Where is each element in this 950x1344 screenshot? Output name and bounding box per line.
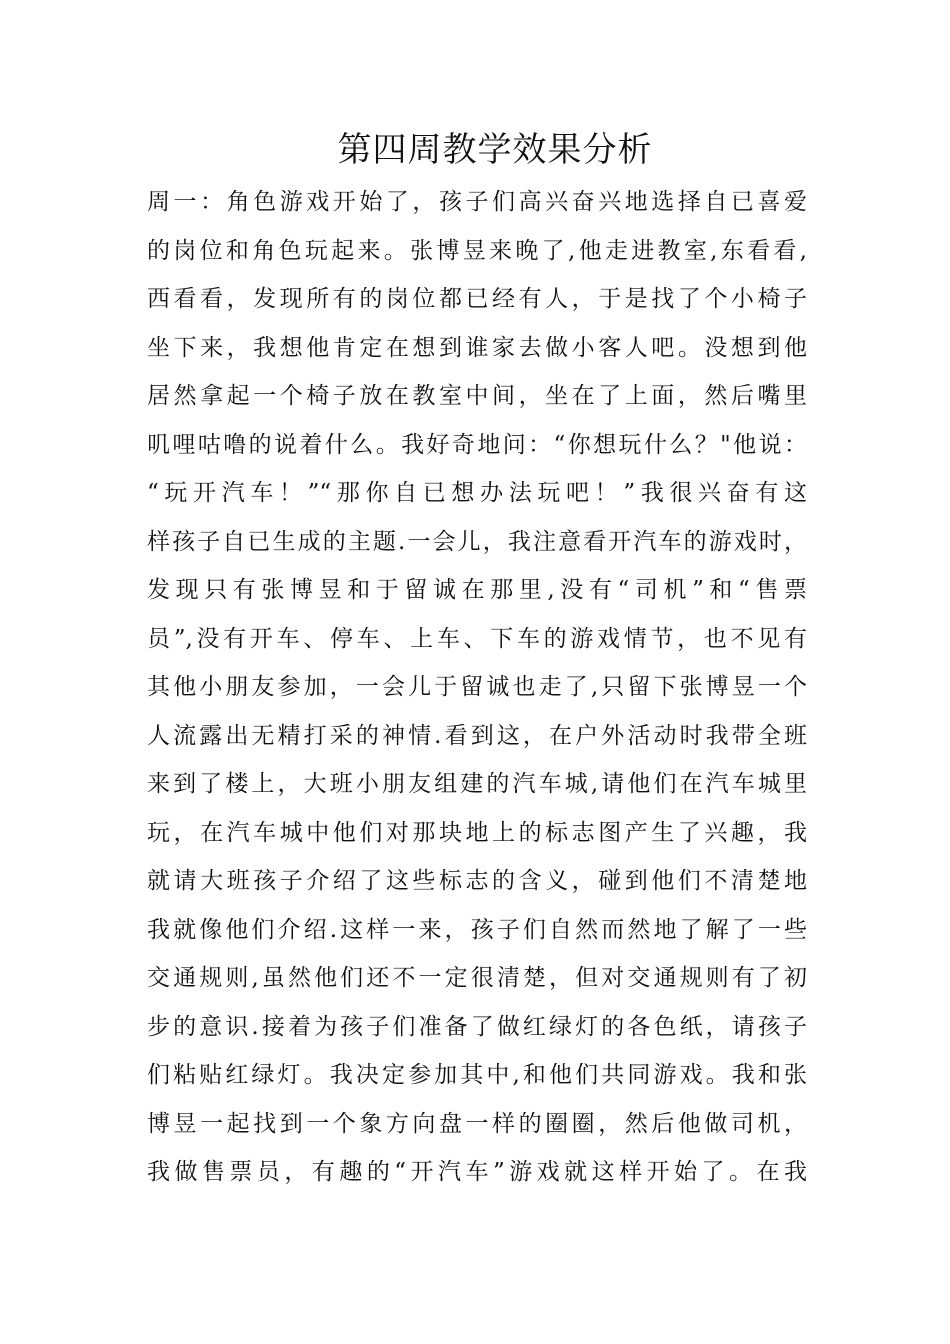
body-line: 人流露出无精打采的神情.看到这，在户外活动时我带全班 — [147, 722, 807, 749]
body-line: “玩开汽车！”“那你自已想办法玩吧！”我很兴奋有这 — [147, 480, 807, 506]
body-line: 坐下来，我想他肯定在想到谁家去做小客人吧。没想到他 — [147, 334, 807, 361]
body-line: 博昱一起找到一个象方向盘一样的圈圈，然后他做司机， — [147, 1110, 807, 1137]
body-line: 样孩子自已生成的主题.一会儿，我注意看开汽车的游戏时， — [147, 528, 807, 555]
body-line: 玩，在汽车城中他们对那块地上的标志图产生了兴趣，我 — [147, 819, 807, 846]
body-line: 就请大班孩子介绍了这些标志的含义，碰到他们不清楚地 — [147, 868, 807, 894]
document-body — [147, 178, 807, 1197]
body-line: 叽哩咕噜的说着什么。我好奇地问：“你想玩什么？"他说： — [147, 431, 807, 458]
body-line: 周一：角色游戏开始了，孩子们高兴奋兴地选择自已喜爱 — [147, 189, 807, 215]
body-line: 居然拿起一个椅子放在教室中间，坐在了上面，然后嘴里 — [147, 383, 807, 409]
body-line: 发现只有张博昱和于留诚在那里,没有“司机”和“售票 — [147, 577, 807, 603]
body-line: 们粘贴红绿灯。我决定参加其中,和他们共同游戏。我和张 — [147, 1062, 807, 1088]
body-line: 我做售票员，有趣的“开汽车”游戏就这样开始了。在我 — [147, 1159, 807, 1185]
body-line: 我就像他们介绍.这样一来，孩子们自然而然地了解了一些 — [147, 916, 807, 943]
body-line: 员”,没有开车、停车、上车、下车的游戏情节，也不见有 — [147, 625, 807, 652]
body-line: 步的意识.接着为孩子们准备了做红绿灯的各色纸，请孩子 — [147, 1013, 807, 1040]
body-line: 来到了楼上，大班小朋友组建的汽车城,请他们在汽车城里 — [147, 771, 807, 797]
document-title: 第四周教学效果分析 — [337, 130, 653, 170]
body-line: 交通规则,虽然他们还不一定很清楚，但对交通规则有了初 — [147, 965, 807, 991]
body-line: 的岗位和角色玩起来。张博昱来晚了,他走进教室,东看看, — [147, 237, 807, 264]
body-line: 西看看，发现所有的岗位都已经有人，于是找了个小椅子 — [147, 286, 807, 312]
body-line: 其他小朋友参加，一会儿于留诚也走了,只留下张博昱一个 — [147, 674, 807, 700]
